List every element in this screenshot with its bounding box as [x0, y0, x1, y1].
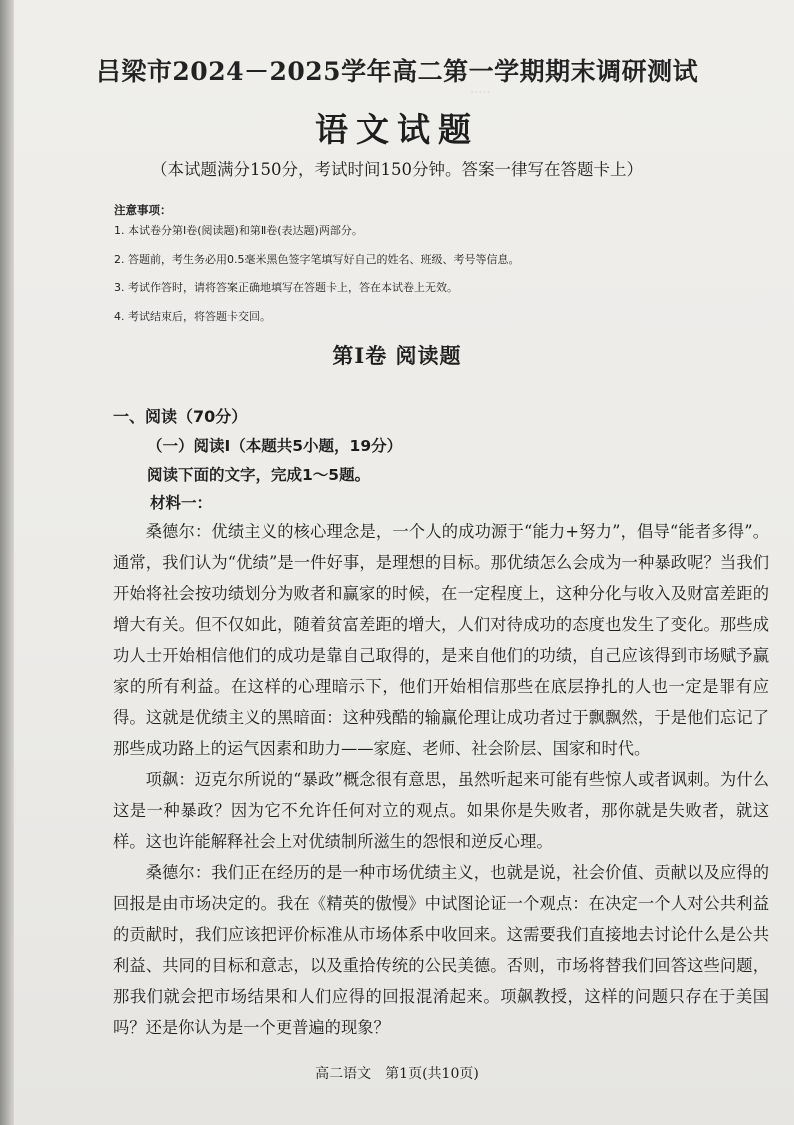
- passage-paragraph: 桑德尔：我们正在经历的是一种市场优绩主义，也就是说，社会价值、贡献以及应得的回报是由市场决定的。我在《精英的傲慢》中试图论证一个观点：在决定一个人对公共利益的贡献时，我们应该把评价标准从市场体系中收回来。这需要我们直接地去讨论什么是公共利益、共同的目标和意志，以及重拾传统的公民美德。否则，市场将替我们回答这些问题，那我们就会把市场结果和人们应得的回报混淆起来。项飙教授，这样的问题只存在于美国吗？还是你认为是一个更普遍的现象？: [113, 863, 769, 1037]
- page-footer: 高二语文 第1页(共10页): [315, 1066, 479, 1082]
- notice-item: 4. 考试结束后，将答题卡交回。: [114, 309, 271, 323]
- sub-heading: （一）阅读Ⅰ（本题共5小题，19分）: [147, 437, 403, 455]
- passage-paragraph: 项飙：迈克尔所说的“暴政”概念很有意思，虽然听起来可能有些惊人或者讽刺。为什么这是一种暴政？因为它不允许任何对立的观点。如果你是失败者，那你就是失败者，就这样。这也许能解释社会上对优绩制所滋生的怨恨和逆反心理。: [113, 770, 769, 851]
- section-title: 第Ⅰ卷 阅读题: [332, 343, 462, 368]
- notice-item: 3. 考试作答时，请将答案正确地填写在答题卡上，答在本试卷上无效。: [114, 281, 458, 294]
- notice-item: 1. 本试卷分第Ⅰ卷(阅读题)和第Ⅱ卷(表达题)两部分。: [114, 224, 363, 237]
- instruction: 阅读下面的文字，完成1～5题。: [147, 466, 371, 484]
- exam-note: （本试题满分150分，考试时间150分钟。答案一律写在答题卡上）: [151, 160, 643, 179]
- bleed-through-text: ·····: [470, 86, 491, 101]
- material-label: 材料一：: [150, 494, 213, 512]
- passage-paragraph: 桑德尔：优绩主义的核心理念是，一个人的成功源于“能力+努力”，倡导“能者多得”。通常，我们认为“优绩”是一件好事，是理想的目标。那优绩怎么会成为一种暴政呢？当我们开始将社会按功绩划分为败者和赢家的时候，在一定程度上，这种分化与收入及财富差距的增大有关。但不仅如此，随着贫富差距的增大，人们对待成功的态度也发生了变化。那些成功人士开始相信他们的成功是靠自己取得的，是来自他们的功绩，自己应该得到市场赋予赢家的所有利益。在这样的心理暗示下，他们开始相信那些在底层挣扎的人也一定是罪有应得。这就是优绩主义的黑暗面：这种残酷的输赢伦理让成功者过于飘飘然，于是他们忘记了那些成功路上的运气因素和助力——家庭、老师、社会阶层、国家和时代。: [113, 522, 769, 758]
- reading-passage: [113, 516, 769, 1043]
- notice-item: 2. 答题前，考生务必用0.5毫米黑色签字笔填写好自己的姓名、班级、考号等信息。: [114, 252, 520, 266]
- subject-title: 语文试题: [315, 110, 479, 149]
- notice-list: [114, 224, 519, 338]
- exam-title: 吕梁市2024－2025学年高二第一学期期末调研测试: [95, 57, 699, 86]
- part-heading: 一、阅读（70分）: [113, 407, 248, 426]
- notice-heading: 注意事项：: [114, 203, 172, 217]
